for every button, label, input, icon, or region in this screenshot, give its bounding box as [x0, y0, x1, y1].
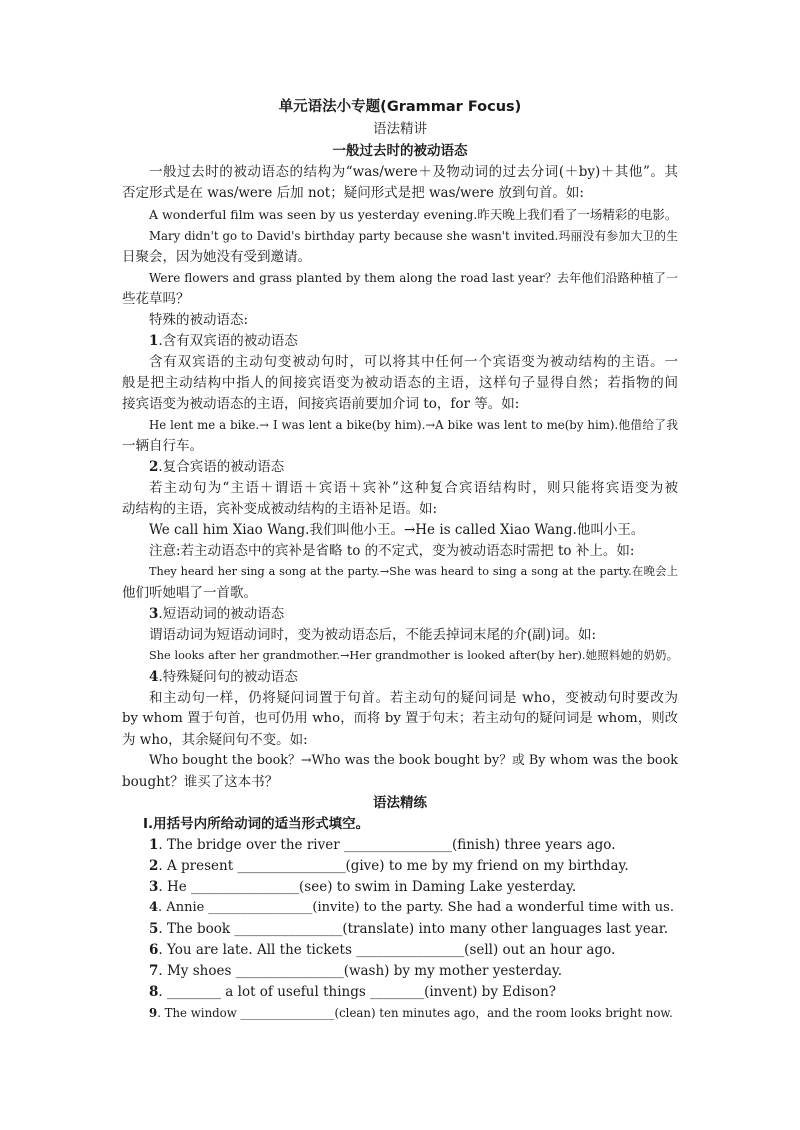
topic-heading: 一般过去时的被动语态: [332, 143, 468, 159]
exercise-item-4[interactable]: [149, 898, 674, 918]
exercise-text: . The window ________________(clean) ten minutes ago，and the room looks bright now.: [157, 1006, 673, 1020]
subsection-2-number: 2: [149, 459, 159, 475]
special-voice-intro: 特殊的被动语态:: [149, 312, 249, 328]
subsection-1-line-2: 般是把主动结构中指人的间接宾语变为被动语态的主语，这样句子显得自然；若指物的间: [122, 375, 678, 391]
subsection-1-example-line-1: He lent me a bike.→ I was lent a bike(by him).→A bike was lent to me(by him).他借给了我: [149, 418, 678, 432]
subsection-4-title: .特殊疑问句的被动语态: [158, 669, 298, 685]
exercise-item-8[interactable]: [149, 982, 556, 1002]
exercise-text: . ________ a lot of useful things ________(invent) by Edison?: [158, 984, 557, 1000]
exercise-number: 8: [149, 984, 159, 1000]
subsection-2-line-2: 动结构的主语，宾补变成被动结构的主语补足语。如:: [122, 501, 438, 517]
subsection-4-example-line-1: Who bought the book？→Who was the book bought by？或 By whom was the book: [149, 753, 678, 768]
subsection-2-title: .复合宾语的被动语态: [158, 459, 285, 475]
subsection-3-number: 3: [149, 606, 159, 622]
exercise-text: . He ________________(see) to swim in Daming Lake yesterday.: [158, 879, 577, 895]
subsection-1-line-3: 接宾语变为被动语态的主语，间接宾语前要加介词 to，for 等。如:: [122, 396, 520, 412]
exercise-text: . The bridge over the river ________________(finish) three years ago.: [158, 837, 616, 853]
subsection-2-example-2-line-1: They heard her sing a song at the party.→She was heard to sing a song at the party.在晚会上: [149, 565, 678, 578]
subsection-3-heading: [149, 604, 284, 624]
subsection-2-heading: [149, 457, 284, 477]
exercise-item-2[interactable]: [149, 856, 629, 876]
exercise-number: 5: [149, 921, 159, 937]
page-title: 单元语法小专题(Grammar Focus): [278, 99, 522, 115]
subsection-3-line-1: 谓语动词为短语动词时，变为被动语态后，不能丢掉词末尾的介(副)词。如:: [149, 627, 597, 643]
exercise-number: 3: [149, 879, 159, 895]
exercise-part-heading: Ⅰ.用括号内所给动词的适当形式填空。: [143, 816, 370, 832]
exercise-item-6[interactable]: [149, 940, 615, 960]
exercise-number: 6: [149, 942, 159, 958]
exercise-item-1[interactable]: [149, 835, 615, 855]
exercise-text: . My shoes ________________(wash) by my mother yesterday.: [158, 963, 563, 979]
subsection-2-example-1: We call him Xiao Wang.我们叫他小王。→He is called Xiao Wang.他叫小王。: [149, 522, 645, 538]
subsection-1-line-1: 含有双宾语的主动句变被动句时，可以将其中任何一个宾语变为被动结构的主语。一: [149, 354, 678, 370]
example-3-line-1: Were flowers and grass planted by them along the road last year？去年他们沿路种植了一: [149, 271, 678, 285]
subsection-4-heading: [149, 667, 298, 687]
subsection-3-example: She looks after her grandmother.→Her grandmother is looked after(by her).她照料她的奶奶。: [149, 649, 678, 662]
subsection-2-example-2-line-2: 他们听她唱了一首歌。: [122, 585, 257, 601]
subsection-2-line-1: 若主动句为“主语＋谓语＋宾语＋宾补”这种复合宾语结构时，则只能将宾语变为被: [149, 480, 678, 496]
example-1: A wonderful film was seen by us yesterday evening.昨天晚上我们看了一场精彩的电影。: [149, 207, 678, 222]
example-2-line-2: 日聚会，因为她没有受到邀请。: [122, 249, 311, 265]
exercise-number: 1: [149, 837, 159, 853]
exercise-item-9[interactable]: [149, 1003, 673, 1023]
intro-line-1: 一般过去时的被动语态的结构为“was/were＋及物动词的过去分词(＋by)＋其他”。其: [149, 164, 678, 180]
exercise-number: 7: [149, 963, 159, 979]
subsection-1-title: .含有双宾语的被动语态: [158, 333, 298, 349]
subsection-4-line-1: 和主动句一样，仍将疑问词置于句首。若主动句的疑问词是 who，变被动句时要改为: [149, 690, 678, 706]
exercise-number: 4: [149, 900, 159, 915]
exercise-number: 9: [149, 1006, 158, 1020]
exercise-text: . Annie ________________(invite) to the party. She had a wonderful time with us.: [158, 900, 674, 915]
exercise-text: . A present ________________(give) to me by my friend on my birthday.: [158, 858, 629, 874]
subsection-4-example-line-2: bought？谁买了这本书？: [122, 774, 279, 790]
exercise-number: 2: [149, 858, 159, 874]
exercise-text: . You are late. All the tickets ________________(sell) out an hour ago.: [158, 942, 616, 958]
subsection-4-line-2: by whom 置于句首，也可仍用 who，而将 by 置于句末；若主动句的疑问词是 whom，则改: [122, 711, 678, 726]
example-2-line-1: Mary didn't go to David's birthday party because she wasn't invited.玛丽没有参加大卫的生: [149, 229, 678, 243]
exercise-item-3[interactable]: [149, 877, 576, 897]
practice-heading: 语法精练: [373, 795, 427, 811]
intro-line-2: 否定形式是在 was/were 后加 not；疑问形式是把 was/were 放到句首。如:: [122, 185, 584, 201]
section-label-lecture: 语法精讲: [373, 121, 427, 137]
subsection-3-title: .短语动词的被动语态: [158, 606, 285, 622]
example-3-line-2: 些花草吗？: [122, 291, 190, 307]
subsection-1-number: 1: [149, 333, 159, 349]
subsection-4-number: 4: [149, 669, 159, 685]
subsection-4-line-3: 为 who，其余疑问句不变。如:: [122, 732, 308, 748]
subsection-1-heading: [149, 331, 298, 351]
exercise-item-7[interactable]: [149, 961, 562, 981]
exercise-text: . The book ________________(translate) into many other languages last year.: [158, 921, 669, 937]
subsection-1-example-line-2: 一辆自行车。: [122, 438, 203, 454]
exercise-item-5[interactable]: [149, 919, 668, 939]
subsection-2-note: 注意:若主动语态中的宾补是省略 to 的不定式，变为被动语态时需把 to 补上。如:: [149, 543, 635, 559]
